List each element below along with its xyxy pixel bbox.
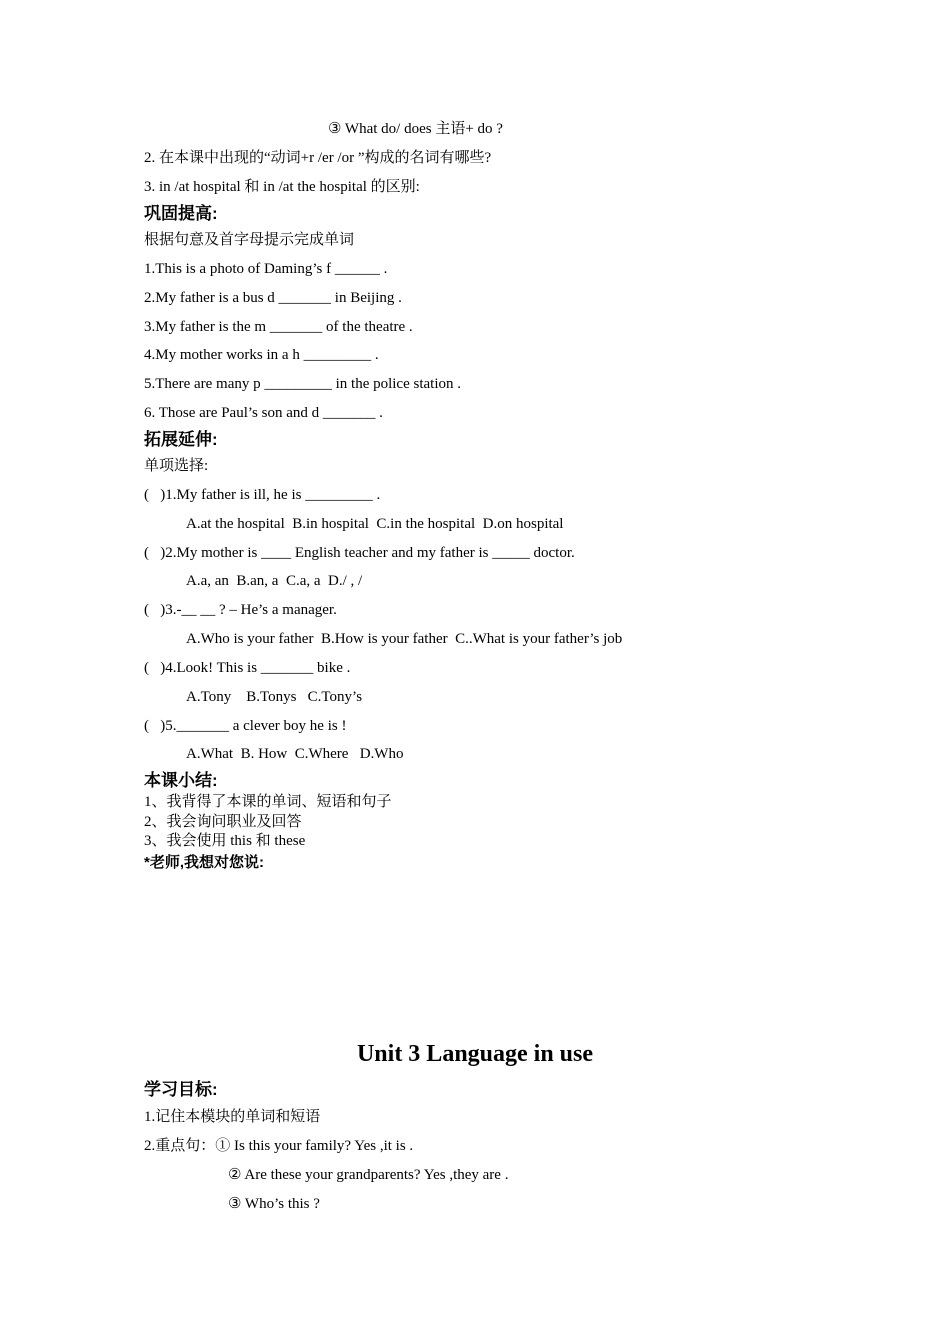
fill-item-1: 1.This is a photo of Daming’s f ______ . <box>144 261 388 277</box>
choice-options-2: A.a, an B.an, a C.a, a D./ , / <box>186 573 363 589</box>
choice-options-3: A.Who is your father B.How is your father C..What is your father’s job <box>186 631 623 647</box>
choice-question-1: ( )1.My father is ill, he is _________ . <box>144 487 381 503</box>
key-sentence-2: ② Are these your grandparents? Yes ,they are . <box>228 1167 509 1183</box>
key-sentence-3: ③ What do/ does 主语+ do ? <box>328 121 503 137</box>
choice-question-5: ( )5._______ a clever boy he is ! <box>144 718 347 734</box>
extension-instruction: 单项选择: <box>144 458 209 474</box>
choice-question-3: ( )3.-__ __ ? – He’s a manager. <box>144 602 337 618</box>
consolidation-instruction: 根据句意及首字母提示完成单词 <box>144 232 355 248</box>
choice-options-1: A.at the hospital B.in hospital C.in the hospital D.on hospital <box>186 516 564 532</box>
fill-item-2: 2.My father is a bus d _______ in Beijing . <box>144 290 402 306</box>
fill-item-5: 5.There are many p _________ in the police station . <box>144 376 461 392</box>
choice-options-5: A.What B. How C.Where D.Who <box>186 746 404 762</box>
unit-title: Unit 3 Language in use <box>356 1041 594 1067</box>
fill-item-4: 4.My mother works in a h _________ . <box>144 347 379 363</box>
summary-heading: 本课小结: <box>144 771 218 790</box>
goal-2: 2.重点句：① Is this your family? Yes ,it is . <box>144 1138 414 1154</box>
goals-heading: 学习目标: <box>144 1080 218 1099</box>
question-2: 2. 在本课中出现的“动词+r /er /or ”构成的名词有哪些? <box>144 150 492 166</box>
fill-item-3: 3.My father is the m _______ of the theatre . <box>144 319 413 335</box>
question-3: 3. in /at hospital 和 in /at the hospital 的区别: <box>144 179 420 195</box>
choice-question-4: ( )4.Look! This is _______ bike . <box>144 660 351 676</box>
extension-heading: 拓展延伸: <box>144 430 218 449</box>
summary-item-3: 3、我会使用 this 和 these <box>144 833 306 849</box>
consolidation-heading: 巩固提高: <box>144 204 218 223</box>
key-sentence-3-unit3: ③ Who’s this ? <box>228 1196 320 1212</box>
fill-item-6: 6. Those are Paul’s son and d _______ . <box>144 405 383 421</box>
teacher-note: *老师,我想对您说: <box>144 854 265 871</box>
summary-item-2: 2、我会询问职业及回答 <box>144 814 302 830</box>
choice-options-4: A.Tony B.Tonys C.Tony’s <box>186 689 363 705</box>
goal-1: 1.记住本模块的单词和短语 <box>144 1109 321 1125</box>
summary-item-1: 1、我背得了本课的单词、短语和句子 <box>144 794 392 810</box>
choice-question-2: ( )2.My mother is ____ English teacher and my father is _____ doctor. <box>144 545 575 561</box>
